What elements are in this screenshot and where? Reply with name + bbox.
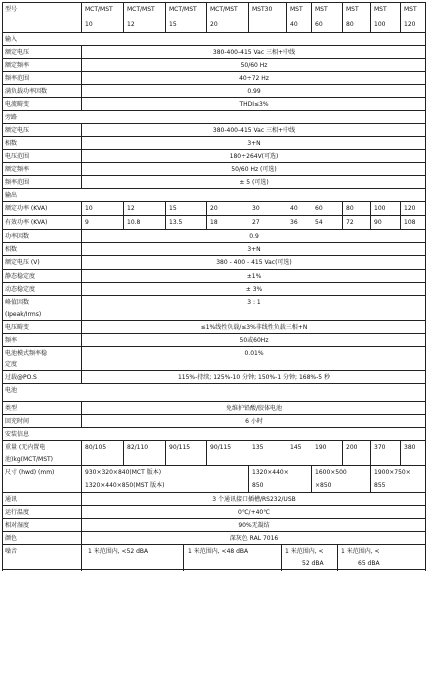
spec-row	[2, 370, 426, 383]
row-value: 50/60 Hz	[240, 62, 268, 69]
row-value: 深灰色 RAL 7016	[229, 535, 279, 542]
spec-row	[2, 175, 426, 188]
header-row	[2, 2, 426, 32]
row-label: 重量 (无内置电	[5, 444, 46, 451]
model-name: MCT/MST	[85, 6, 113, 13]
row-label: 额定功率 (KVA)	[5, 205, 48, 212]
row-value: ± 3%	[245, 286, 263, 293]
row-value: THDI≤3%	[239, 101, 269, 108]
row-value: 3+N	[247, 140, 261, 147]
model-capacity: 15	[169, 21, 177, 28]
row-value: 0.01%	[244, 350, 264, 357]
spec-row	[2, 162, 426, 175]
section-row	[2, 110, 426, 123]
spec-row	[2, 320, 426, 333]
row-value: 0℃/+40℃	[238, 509, 270, 516]
row-value: 90%无凝结	[238, 522, 270, 529]
size-value: 1320×440×	[252, 469, 289, 476]
weight-value: 190	[315, 444, 327, 451]
active-power-value: 13.5	[169, 219, 183, 226]
rated-power-value: 120	[404, 205, 416, 212]
spec-row	[2, 123, 426, 136]
row-label: 频率	[5, 337, 18, 344]
active-power-value: 36	[290, 219, 298, 226]
size-value: 1320×440×850(MST 版本)	[85, 482, 165, 489]
weight-value: 80/105	[85, 444, 107, 451]
spec-row	[2, 295, 426, 320]
row-label: 频率范围	[5, 75, 30, 82]
row-label: 通讯	[5, 496, 18, 503]
rated-power-value: 12	[127, 205, 135, 212]
row-label: 额定频率	[5, 166, 30, 173]
section-row	[2, 188, 426, 201]
row-label-cont: 定度	[5, 361, 18, 368]
row-label: 有效功率 (KVA)	[5, 219, 48, 226]
model-capacity: 20	[210, 21, 218, 28]
model-capacity: 100	[374, 21, 386, 28]
model-name: MCT/MST	[127, 6, 155, 13]
weight-value: 82/110	[127, 444, 149, 451]
row-label: 静态稳定度	[5, 273, 36, 280]
row-value: 0.99	[247, 88, 261, 95]
spec-row	[2, 465, 426, 492]
row-value: ≤1%线性负载/≤3%非线性负载三相+N	[200, 324, 308, 331]
active-power-value: 9	[85, 219, 89, 226]
weight-value: 135	[252, 444, 264, 451]
row-value: ± 5 (可选)	[239, 179, 269, 186]
row-label: 额定电压	[5, 127, 30, 134]
spec-row	[2, 282, 426, 295]
row-value: 380-400-415 Vac 三相+中线	[212, 127, 296, 134]
size-value: ×850	[315, 482, 332, 489]
row-label: 相数	[5, 246, 18, 253]
row-label: 额定频率	[5, 62, 30, 69]
model-capacity: 12	[127, 21, 135, 28]
model-name: MST	[346, 6, 359, 13]
size-value: 1600×500	[315, 469, 347, 476]
row-label: 电池模式频率稳	[5, 350, 48, 357]
row-value: 0.9	[249, 233, 259, 240]
noise-value: 1 米范围内, <	[341, 548, 380, 555]
size-value: 930×320×840(MCT 版本)	[85, 469, 162, 476]
model-capacity: 120	[404, 21, 416, 28]
size-value: 1900×750×	[374, 469, 411, 476]
row-label: 相对湿度	[5, 522, 30, 529]
section-title-input: 输入	[5, 36, 18, 43]
model-capacity: 10	[85, 21, 93, 28]
row-label-cont: 池)kg(MCT/MST)	[5, 456, 54, 463]
row-label: 运行温度	[5, 509, 30, 516]
row-label: 电压畸变	[5, 324, 30, 331]
active-power-value: 27	[252, 219, 260, 226]
active-power-value: 90	[374, 219, 382, 226]
rated-power-value: 80	[346, 205, 354, 212]
noise-value: 52 dBA	[302, 560, 324, 567]
model-name: MST30	[252, 6, 273, 13]
section-title-install: 安装信息	[5, 431, 30, 438]
row-label: 相数	[5, 140, 18, 147]
row-value: 免维护铅酸/胶体电池	[225, 405, 283, 412]
model-capacity: 40	[290, 21, 298, 28]
size-value: 850	[252, 482, 264, 489]
row-value: 40÷72 Hz	[239, 75, 269, 82]
model-name: MCT/MST	[210, 6, 238, 13]
row-label: 电压范围	[5, 153, 30, 160]
row-label: 电流畸变	[5, 101, 30, 108]
section-title-output: 输出	[5, 192, 18, 199]
row-label: 回充时间	[5, 418, 30, 425]
weight-value: 145	[290, 444, 302, 451]
row-value: 3+N	[247, 246, 261, 253]
spec-row	[2, 201, 426, 215]
spec-row	[2, 97, 426, 110]
weight-value: 90/115	[169, 444, 191, 451]
active-power-value: 108	[404, 219, 416, 226]
row-label: 过载@PO.S	[5, 374, 37, 381]
model-name: MST	[315, 6, 328, 13]
spec-row	[2, 414, 426, 427]
spec-row	[2, 255, 426, 269]
spec-row	[2, 505, 426, 518]
spec-row	[2, 531, 426, 544]
row-value: 180÷264V(可选)	[229, 153, 279, 160]
row-label: 额定电压	[5, 49, 30, 56]
row-label: 动态稳定度	[5, 286, 36, 293]
noise-value: 1 米范围内, <48 dBA	[188, 548, 249, 555]
size-value: 855	[374, 482, 386, 489]
row-label: 噪音	[5, 548, 18, 555]
noise-value: 1 米范围内, <	[285, 548, 324, 555]
weight-value: 380	[404, 444, 416, 451]
section-row	[2, 427, 426, 440]
header-model-label: 型号	[5, 6, 18, 13]
section-title-bypass: 旁路	[5, 114, 18, 121]
row-value: 115%-持续; 125%-10 分钟; 150%-1 分钟; 168%-5 秒	[177, 374, 331, 381]
spec-row	[2, 492, 426, 505]
rated-power-value: 40	[290, 205, 298, 212]
row-value: 380 - 400 - 415 Vac(可选)	[216, 259, 292, 266]
spec-row	[2, 269, 426, 282]
row-value: 6 小时	[245, 418, 263, 425]
model-name: MST	[404, 6, 417, 13]
row-label: 满负载功率因数	[5, 88, 48, 95]
spec-row	[2, 136, 426, 149]
spec-row	[2, 346, 426, 370]
row-label-cont: (Ipeak/Irms)	[5, 311, 42, 318]
rated-power-value: 60	[315, 205, 323, 212]
row-value: 50/60 Hz (可选)	[231, 166, 277, 173]
model-name: MST	[290, 6, 303, 13]
active-power-value: 54	[315, 219, 323, 226]
model-capacity: 80	[346, 21, 354, 28]
spec-row	[2, 242, 426, 255]
weight-value: 90/115	[210, 444, 232, 451]
row-value: 3 : 1	[247, 299, 261, 306]
spec-row	[2, 84, 426, 97]
row-value: ±1%	[246, 273, 262, 280]
spec-row	[2, 518, 426, 531]
noise-value: 1 米范围内, <52 dBA	[88, 548, 149, 555]
section-row	[2, 383, 426, 401]
spec-row	[2, 45, 426, 58]
noise-value: 65 dBA	[358, 560, 380, 567]
spec-table	[2, 2, 426, 687]
row-value: 3 个通讯接口插槽/RS232/USB	[212, 496, 296, 503]
active-power-value: 72	[346, 219, 354, 226]
weight-value: 200	[346, 444, 358, 451]
active-power-value: 18	[210, 219, 218, 226]
model-capacity: 60	[315, 21, 323, 28]
rated-power-value: 100	[374, 205, 386, 212]
row-label: 频率范围	[5, 179, 30, 186]
row-label: 尺寸 (hwd) (mm)	[5, 469, 55, 476]
model-name: MCT/MST	[169, 6, 197, 13]
row-label: 功率因数	[5, 233, 30, 240]
row-label: 颜色	[5, 535, 18, 542]
row-label: 峰值因数	[5, 299, 30, 306]
section-row	[2, 32, 426, 45]
spec-row	[2, 401, 426, 414]
rated-power-value: 10	[85, 205, 93, 212]
spec-row	[2, 71, 426, 84]
active-power-value: 10.8	[127, 219, 141, 226]
spec-row	[2, 215, 426, 229]
row-label: 额定电压 (V)	[5, 259, 40, 266]
weight-value: 370	[374, 444, 386, 451]
spec-row	[2, 544, 426, 570]
row-label: 类型	[5, 405, 18, 412]
section-title-battery: 电池	[5, 387, 18, 394]
spec-row	[2, 149, 426, 162]
rated-power-value: 30	[252, 205, 260, 212]
row-value: 380-400-415 Vac 三相+中线	[212, 49, 296, 56]
rated-power-value: 20	[210, 205, 218, 212]
spec-row	[2, 58, 426, 71]
model-name: MST	[374, 6, 387, 13]
rated-power-value: 15	[169, 205, 177, 212]
spec-row	[2, 440, 426, 465]
spec-row	[2, 333, 426, 346]
spec-row	[2, 229, 426, 242]
row-value: 50或60Hz	[239, 337, 269, 344]
